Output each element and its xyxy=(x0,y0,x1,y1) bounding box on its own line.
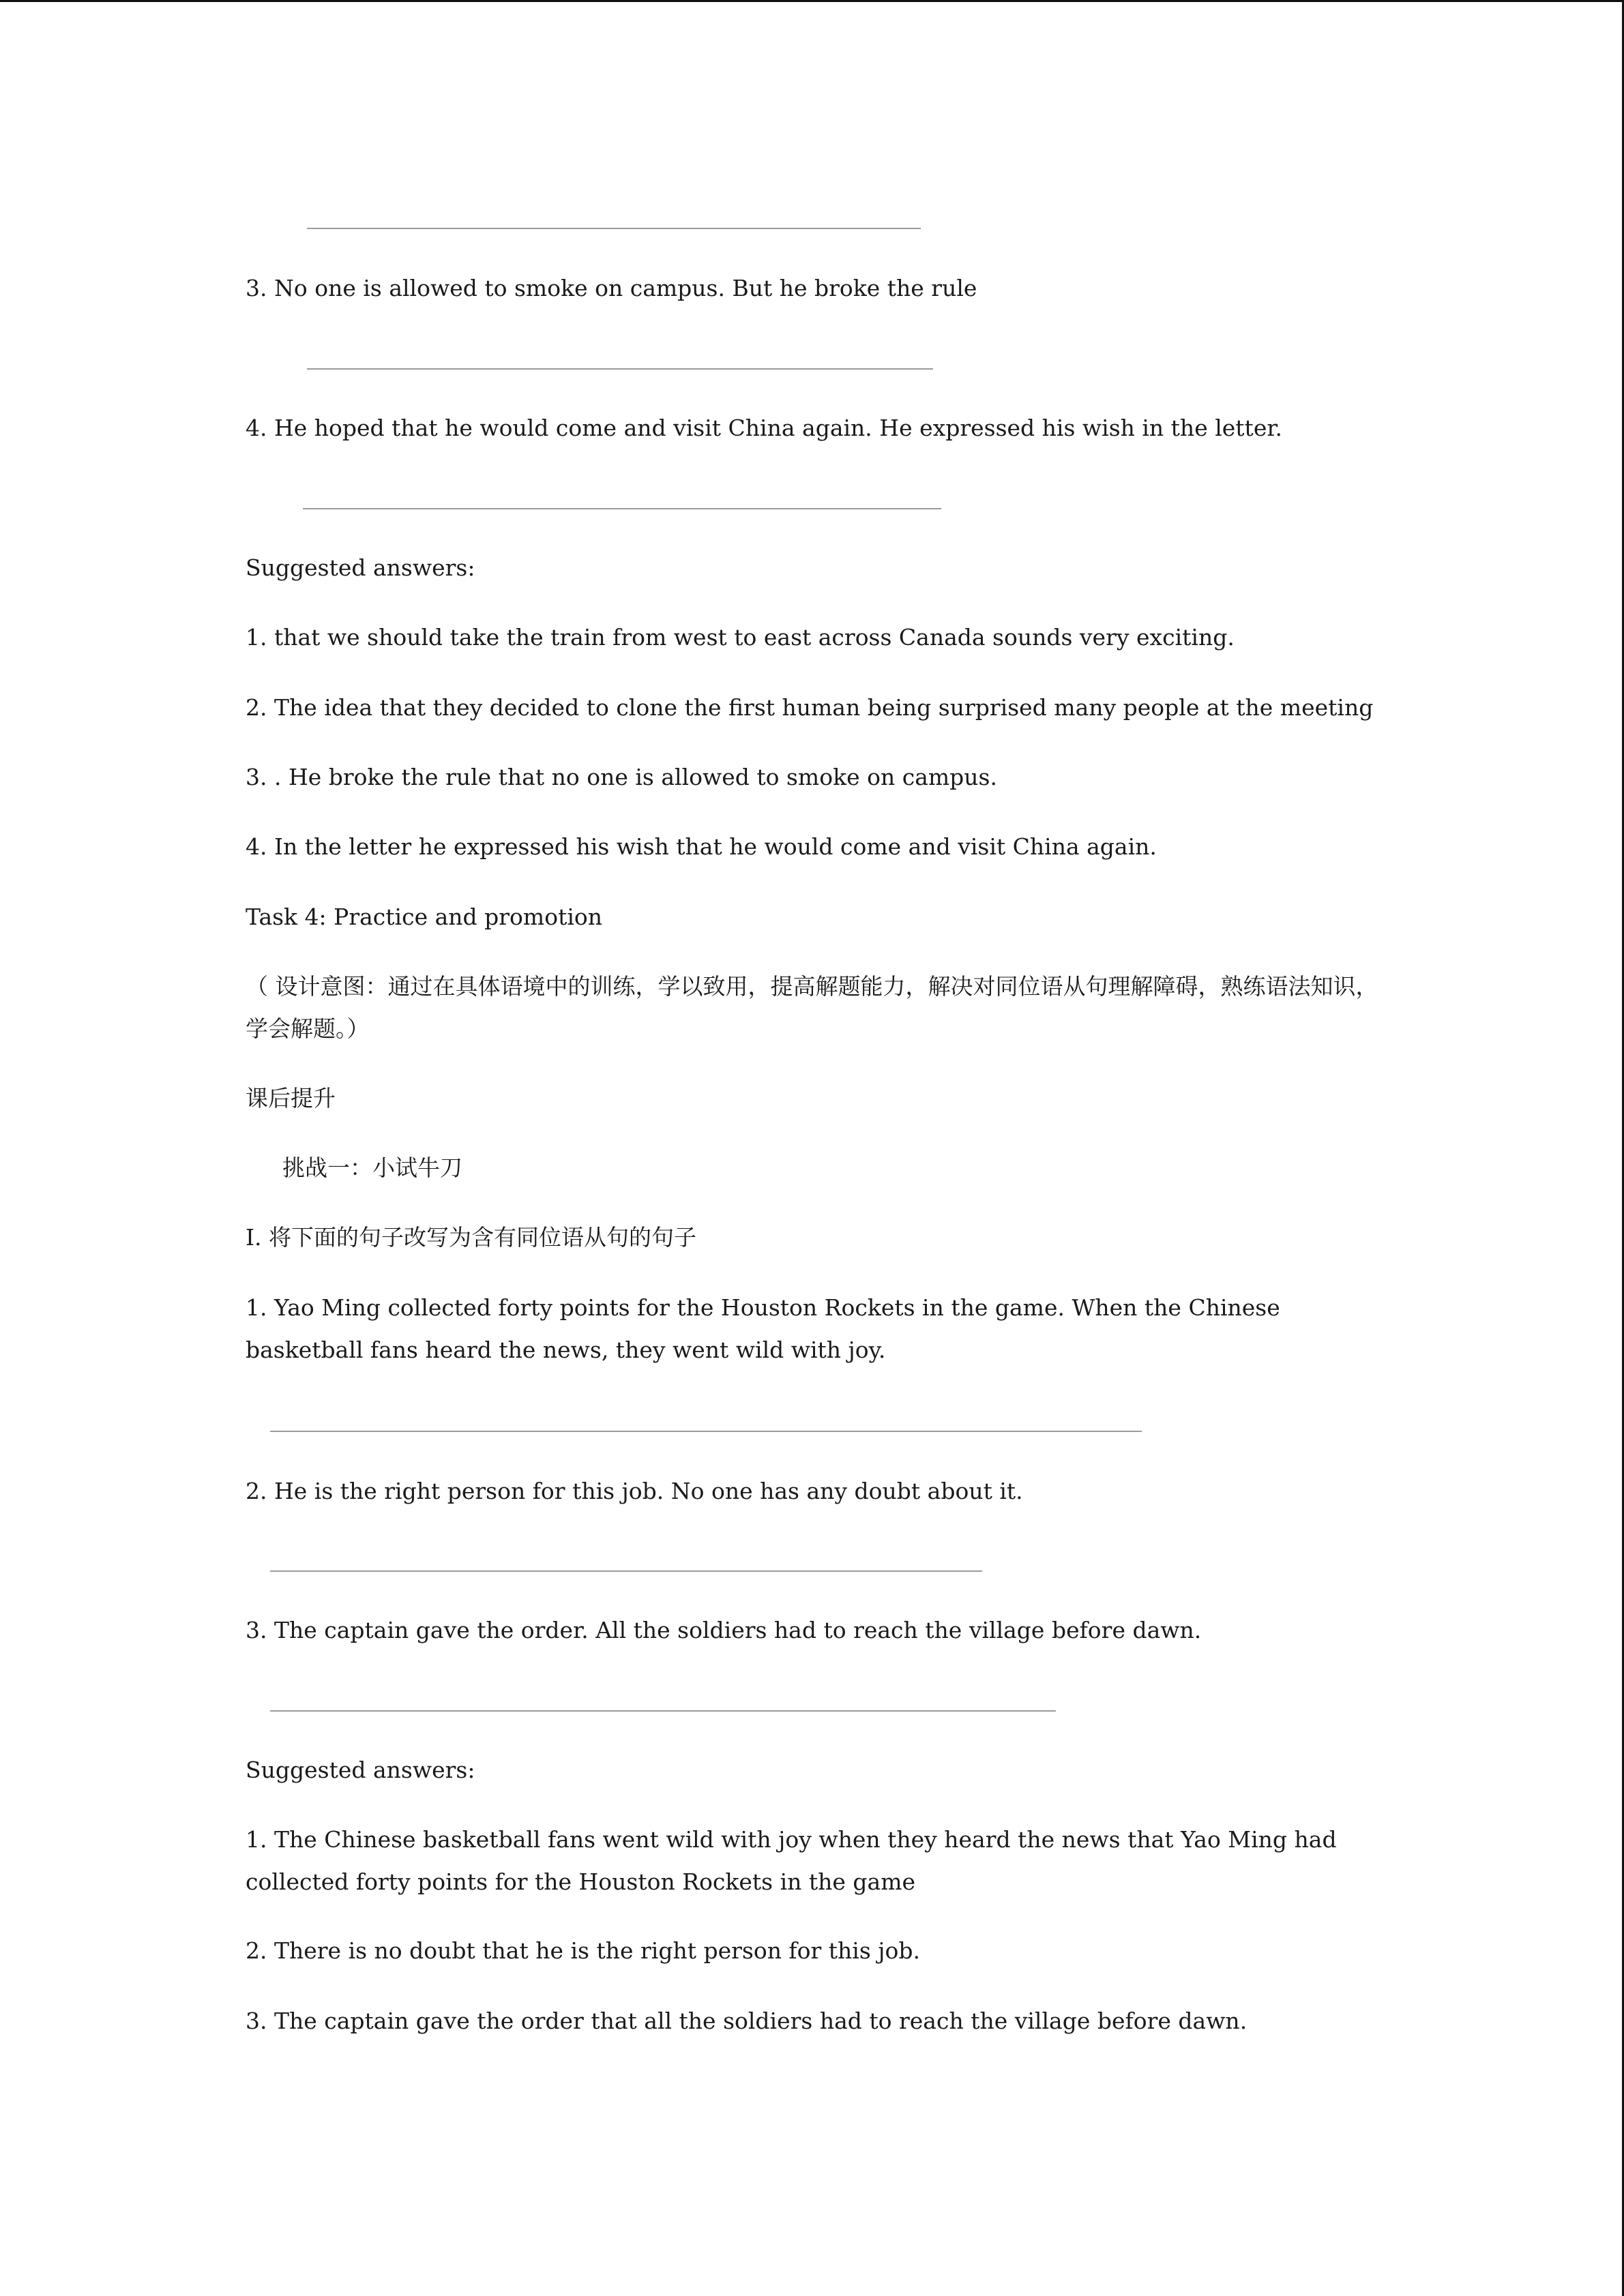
suggested-answer-3: 3. . He broke the rule that no one is allowed to smoke on campus. xyxy=(246,764,997,790)
suggested-answer-1: 1. The Chinese basketball fans went wild with joy when they heard the news that Yao Ming had collected forty points for the Houston Rockets in the game xyxy=(246,1826,1337,1895)
rewrite-question-2: 2. He is the right person for this job. No one has any doubt about it. xyxy=(246,1478,1023,1504)
answer-blank-line[interactable] xyxy=(270,1431,1142,1432)
answer-blank-line[interactable] xyxy=(303,508,941,509)
exercise-question-4: 4. He hoped that he would come and visit China again. He expressed his wish in the letter. xyxy=(246,415,1282,441)
answer-blank-line[interactable] xyxy=(307,368,933,370)
answer-blank-line[interactable] xyxy=(270,1570,982,1572)
suggested-answers-heading: Suggested answers: xyxy=(246,554,475,581)
rewrite-question-3: 3. The captain gave the order. All the soldiers had to reach the village before dawn. xyxy=(246,1617,1202,1643)
answer-blank-line[interactable] xyxy=(307,228,921,229)
challenge-heading: 挑战一：小试牛刀 xyxy=(282,1154,462,1181)
exercise-question-3: 3. No one is allowed to smoke on campus. But he broke the rule xyxy=(246,275,977,301)
task-title: Task 4: Practice and promotion xyxy=(246,904,603,930)
suggested-answer-3: 3. The captain gave the order that all the soldiers had to reach the village before dawn. xyxy=(246,2008,1247,2034)
rewrite-question-1: 1. Yao Ming collected forty points for the Houston Rockets in the game. When the Chinese basketball fans heard the news, they went wild with joy. xyxy=(246,1294,1280,1363)
section-heading-after-class: 课后提升 xyxy=(246,1085,336,1112)
suggested-answer-1: 1. that we should take the train from west to east across Canada sounds very exciting. xyxy=(246,624,1235,651)
exercise-instruction: I. 将下面的句子改写为含有同位语从句的句子 xyxy=(246,1224,697,1251)
design-intent-note: （ 设计意图：通过在具体语境中的训练，学以致用，提高解题能力，解决对同位语从句理解障碍，熟练语法知识，学会解题。） xyxy=(246,973,1378,1042)
page-top-border xyxy=(0,0,1624,2)
suggested-answer-4: 4. In the letter he expressed his wish that he would come and visit China again. xyxy=(246,833,1157,860)
suggested-answer-2: 2. There is no doubt that he is the right person for this job. xyxy=(246,1937,920,1964)
answer-blank-line[interactable] xyxy=(270,1710,1056,1712)
suggested-answers-heading: Suggested answers: xyxy=(246,1757,475,1783)
suggested-answer-2: 2. The idea that they decided to clone the first human being surprised many people at the meeting xyxy=(246,694,1374,721)
